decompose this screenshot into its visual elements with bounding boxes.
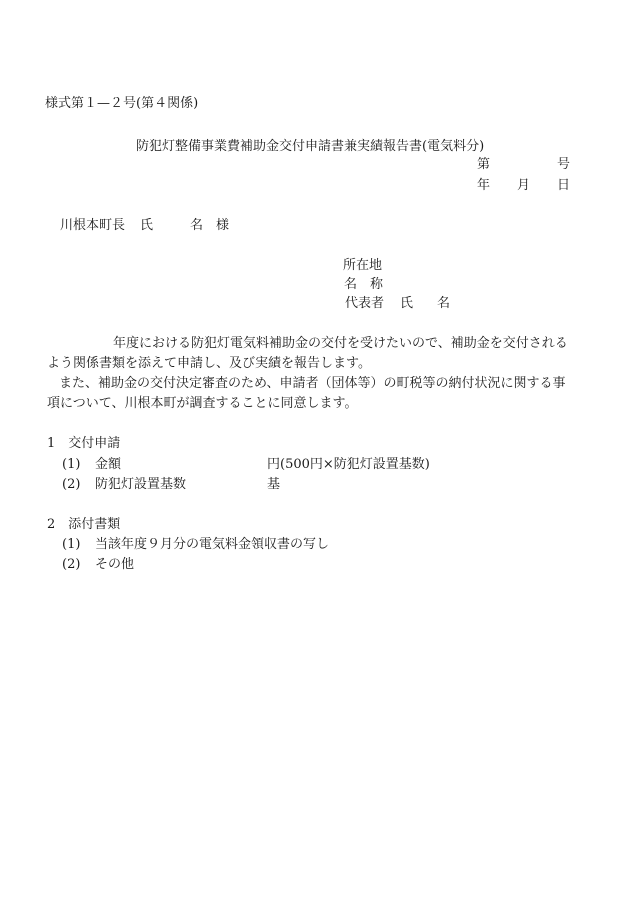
section-2-item-1-label: 当該年度９月分の電気料金領収書の写し xyxy=(95,537,330,552)
section-2-item-2-num: (2) xyxy=(62,557,81,572)
body-line-4: 項について、川根本町が調査することに同意します。 xyxy=(47,396,358,411)
applicant-name-sho: 称 xyxy=(370,277,384,292)
section-1-item-2-label: 防犯灯設置基数 xyxy=(95,477,187,492)
date-year: 年 xyxy=(477,178,491,193)
addressee-mei: 名 xyxy=(190,218,204,233)
section-2-heading: 2 添付書類 xyxy=(47,517,121,532)
applicant-location-label: 所在地 xyxy=(343,258,383,273)
section-1-item-1-unit: 円(500円×防犯灯設置基数) xyxy=(267,457,430,472)
date-day: 日 xyxy=(557,178,571,193)
addressee-prefix: 川根本町長 xyxy=(60,218,126,233)
form-number: 様式第１—２号(第４関係) xyxy=(45,96,199,111)
body-line-3: また、補助金の交付決定審査のため、申請者（団体等）の町税等の納付状況に関する事 xyxy=(59,376,566,391)
section-2-item-1-num: (1) xyxy=(62,537,81,552)
addressee-shi: 氏 xyxy=(140,218,154,233)
section-1-item-1-num: (1) xyxy=(62,457,81,472)
addressee-sama: 様 xyxy=(216,218,230,233)
body-line-2: よう関係書類を添えて申請し、及び実績を報告します。 xyxy=(47,356,371,371)
doc-number-dai: 第 xyxy=(477,157,491,172)
applicant-representative-label: 代表者 xyxy=(345,296,385,311)
document-title: 防犯灯整備事業費補助金交付申請書兼実績報告書(電気料分) xyxy=(136,139,485,154)
body-line-1: 年度における防犯灯電気料補助金の交付を受けたいので、補助金を交付される xyxy=(113,336,568,351)
section-1-item-2-num: (2) xyxy=(62,477,81,492)
doc-number-go: 号 xyxy=(557,157,571,172)
section-1-item-2-unit: 基 xyxy=(267,477,281,492)
applicant-representative-mei: 名 xyxy=(437,296,451,311)
section-1-heading: 1 交付申請 xyxy=(47,436,121,451)
date-month: 月 xyxy=(517,178,531,193)
applicant-name-na: 名 xyxy=(344,277,358,292)
section-2-item-2-label: その他 xyxy=(95,557,135,572)
applicant-representative-shi: 氏 xyxy=(400,296,414,311)
section-1-item-1-label: 金額 xyxy=(95,457,122,472)
